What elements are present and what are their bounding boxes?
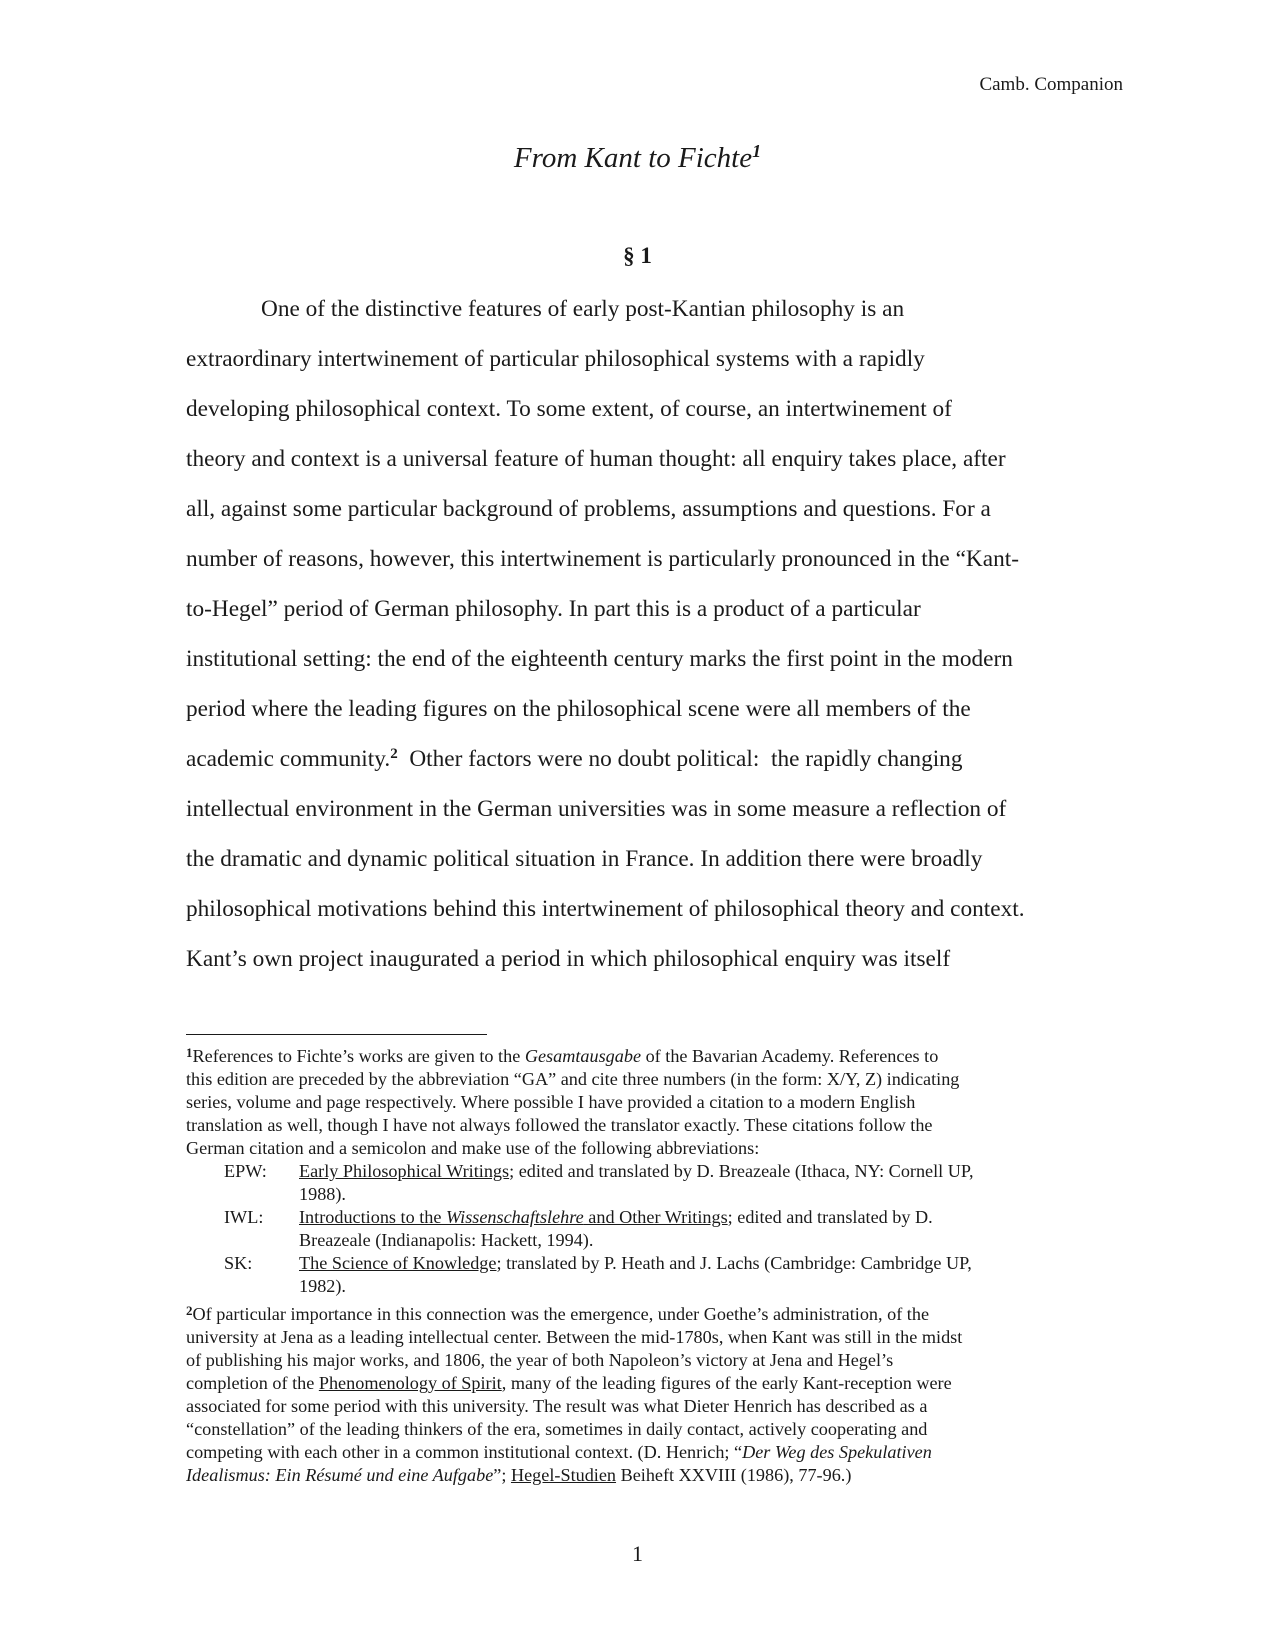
- body-line: theory and context is a universal feature of human thought: all enquiry takes place, after: [186, 446, 1006, 472]
- footnote-1-line: translation as well, though I have not always followed the translator exactly. These citations follow the: [186, 1115, 933, 1135]
- abbreviation-title: Introductions to the Wissenschaftslehre and Other Writings: [299, 1207, 728, 1227]
- abbreviation-key: IWL:: [224, 1207, 264, 1227]
- body-line: [186, 745, 1096, 795]
- abbreviation-epw-cont: 1988).: [299, 1184, 346, 1204]
- title-footnote-mark[interactable]: 1: [752, 141, 762, 161]
- body-line: institutional setting: the end of the eighteenth century marks the first point in the modern: [186, 646, 1013, 672]
- body-line: intellectual environment in the German universities was in some measure a reflection of: [186, 796, 1007, 822]
- footnote-2-line: $^2$Of particular importance in this connection was the emergence, under Goethe’s administration, of the: [186, 1303, 930, 1324]
- footnote-2-line: “constellation” of the leading thinkers of the era, sometimes in daily contact, actively cooperating and: [186, 1419, 928, 1439]
- footnote-2-mark[interactable]: 2: [390, 746, 398, 762]
- abbreviation-epw: EPW: Early Philosophical Writings; edited and translated by D. Breazeale (Ithaca, NY: Cornell UP,: [224, 1161, 974, 1181]
- abbreviation-key: EPW:: [224, 1161, 267, 1181]
- footnote-2-line: competing with each other in a common institutional context. (D. Henrich; “Der Weg des Spekulativen: [186, 1442, 932, 1462]
- abbreviation-iwl-cont: Breazeale (Indianapolis: Hackett, 1994).: [299, 1230, 594, 1250]
- footnote-separator: [186, 1034, 487, 1035]
- abbreviation-key: SK:: [224, 1253, 253, 1273]
- body-text-segment: Other factors were no doubt political: the rapidly changing: [397, 746, 963, 772]
- footnote-1-line: $^1$References to Fichte’s works are given to the Gesamtausgabe of the Bavarian Academy. References to: [186, 1045, 939, 1066]
- body-line: philosophical motivations behind this intertwinement of philosophical theory and context.: [186, 896, 1025, 922]
- body-text-segment: academic community.: [186, 746, 391, 772]
- body-text: [186, 295, 1096, 995]
- footnotes: [186, 1045, 1096, 1487]
- body-line: extraordinary intertwinement of particular philosophical systems with a rapidly: [186, 346, 925, 372]
- footnote-2-label: 2: [186, 1303, 193, 1318]
- footnote-2-line: of publishing his major works, and 1806, the year of both Napoleon’s victory at Jena and Hegel’s: [186, 1350, 894, 1370]
- footnote-2-line: Idealismus: Ein Résumé und eine Aufgabe”; Hegel-Studien Beiheft XXVIII (1986), 77-96.): [186, 1465, 852, 1485]
- title-text: From Kant to Fichte: [513, 142, 753, 174]
- cited-journal: Hegel-Studien: [510, 1465, 617, 1485]
- page-number: 1: [632, 1541, 643, 1566]
- abbreviation-sk: SK: The Science of Knowledge; translated by P. Heath and J. Lachs (Cambridge: Cambridge UP,: [224, 1253, 972, 1273]
- body-line: Kant’s own project inaugurated a period in which philosophical enquiry was itself: [186, 946, 951, 972]
- abbreviation-title: The Science of Knowledge: [299, 1253, 497, 1273]
- footnote-1-line: this edition are preceded by the abbreviation “GA” and cite three numbers (in the form: X/Y, Z) indicating: [186, 1069, 960, 1089]
- body-line: to-Hegel” period of German philosophy. In part this is a product of a particular: [186, 596, 921, 622]
- body-line: One of the distinctive features of early post-Kantian philosophy is an: [261, 296, 905, 322]
- footnote-2-line: university at Jena as a leading intellectual center. Between the mid-1780s, when Kant was still in the midst: [186, 1327, 963, 1347]
- body-line: number of reasons, however, this intertwinement is particularly pronounced in the “Kant-: [186, 546, 1019, 572]
- body-line: developing philosophical context. To some extent, of course, an intertwinement of: [186, 396, 952, 422]
- page-title: [0, 142, 1275, 175]
- body-line: period where the leading figures on the philosophical scene were all members of the: [186, 696, 971, 722]
- footnote-1-label: 1: [186, 1045, 193, 1060]
- abbreviation-iwl: IWL: Introductions to the Wissenschaftslehre and Other Writings; edited and translated by D.: [224, 1207, 933, 1227]
- cited-title: Phenomenology of Spirit: [318, 1373, 502, 1393]
- body-line: the dramatic and dynamic political situation in France. In addition there were broadly: [186, 846, 983, 872]
- body-line: all, against some particular background of problems, assumptions and questions. For a: [186, 496, 991, 522]
- abbreviation-sk-cont: 1982).: [299, 1276, 346, 1296]
- footnote-1-line: German citation and a semicolon and make use of the following abbreviations:: [186, 1138, 760, 1158]
- footnote-1-line: series, volume and page respectively. Where possible I have provided a citation to a modern English: [186, 1092, 916, 1112]
- running-head: Camb. Companion: [979, 74, 1123, 95]
- abbreviation-title: Early Philosophical Writings: [299, 1161, 510, 1181]
- footnote-2-line: completion of the Phenomenology of Spirit, many of the leading figures of the early Kant-reception were: [186, 1373, 952, 1393]
- section-heading: § 1: [623, 243, 652, 268]
- footnote-2-line: associated for some period with this university. The result was what Dieter Henrich has described as a: [186, 1396, 928, 1416]
